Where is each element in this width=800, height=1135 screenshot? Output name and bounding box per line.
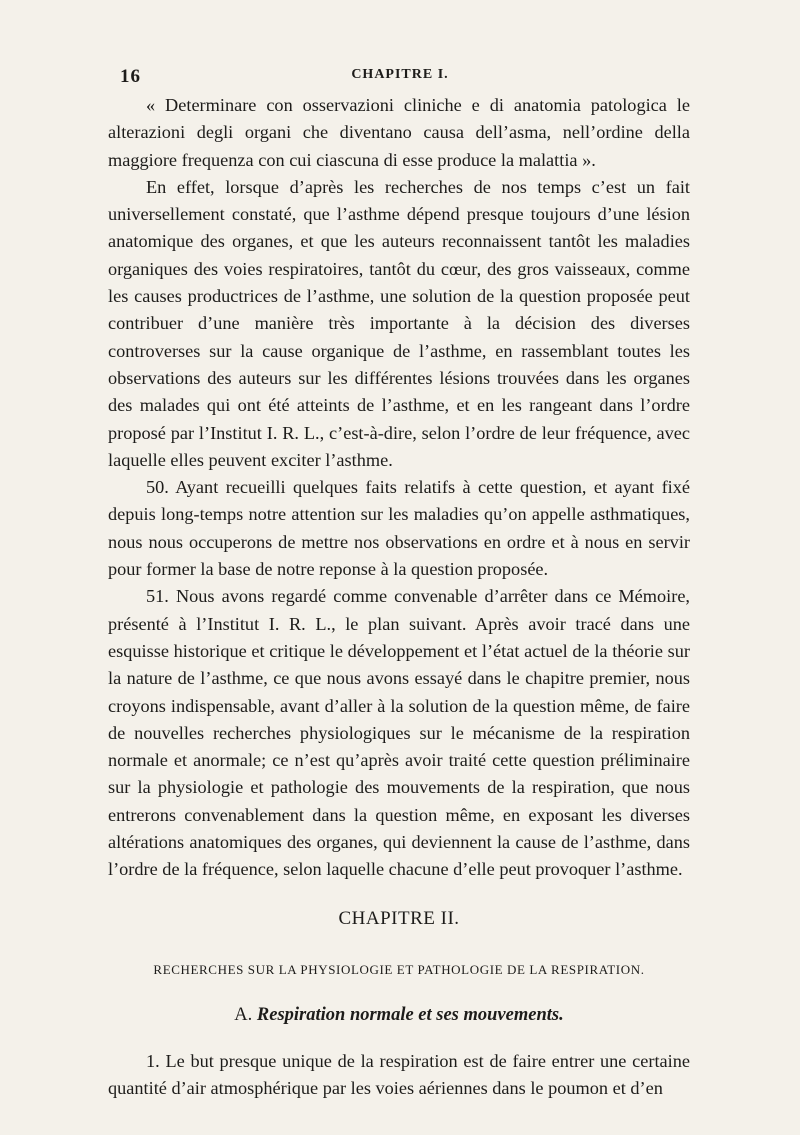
- paragraph-51: 51. Nous avons regardé comme convenable d’arrêter dans ce Mémoire, présenté à l’Institut I. R. L., le plan suivant. Après avoir tracé dans une esquisse historique et critique le développement et l’état actuel de la théorie sur la nature de l’asthme, ce que nous avons essayé dans le chapitre premier, nous croyons indispensable, avant d’aller à la solution de la question même, de faire de nouvelles recherches physiologiques sur le mécanisme de la respiration normale et anormale; ce n’est qu’après avoir traité cette question préliminaire sur la physiologie et pathologie des mouvements de la respiration, que nous entrerons convenablement dans la question même, en exposant les diverses altérations anatomiques des organes, qui deviennent la cause de l’asthme, dans l’ordre de la fréquence, selon laquelle chacune d’elle peut provoquer l’asthme.: [108, 586, 690, 880]
- page-header: [0, 66, 800, 90]
- paragraph-50: 50. Ayant recueilli quelques faits relatifs à cette question, et ayant fixé depuis long-temps notre attention sur les maladies qu’on appelle asthmatiques, nous nous occuperons de mettre nos observations en ordre et à nous en servir pour former la base de notre reponse à la question proposée.: [108, 477, 690, 580]
- paragraph-1: 1. Le but presque unique de la respiration est de faire entrer une certaine quantité d’air atmosphérique par les voies aériennes dans le poumon et d’en: [108, 1050, 690, 1098]
- paragraph-en-effet: En effet, lorsque d’après les recherches de nos temps c’est un fait universellement constaté, que l’asthme dépend presque toujours d’une lésion anatomique des organes, et que les auteurs reconnaissent tantôt les maladies organiques des voies respiratoires, tantôt du cœur, des gros vaisseaux, comme les causes productrices de l’asthme, une solution de la question proposée peut contribuer d’une manière très importante à la décision des diverses controverses sur la cause organique de l’asthme, en rassemblant toutes les observations des auteurs sur les différentes lésions trouvées dans les organes des malades qui ont été atteints de l’asthme, et en les rangeant dans l’ordre proposé par l’Institut I. R. L., c’est-à-dire, selon l’ordre de leur fréquence, avec laquelle elles peuvent exciter l’asthme.: [108, 176, 690, 470]
- section-letter: A.: [234, 1005, 253, 1026]
- running-head: CHAPITRE I.: [351, 67, 449, 82]
- chapter-subtitle: RECHERCHES SUR LA PHYSIOLOGIE ET PATHOLOGIE DE LA RESPIRATION.: [153, 961, 645, 977]
- page-number: 16: [120, 66, 141, 87]
- page-body: [108, 92, 690, 1102]
- section-title: Respiration normale et ses mouvements.: [256, 1005, 564, 1026]
- chapter-title: CHAPITRE II.: [338, 907, 460, 929]
- section-heading: [108, 1002, 690, 1029]
- paragraph-quotation: « Determinare con osservazioni cliniche e di anatomia patologica le alterazioni degli organi che diventano causa dell’asma, nell’ordine della maggiore frequenza con cui ciascuna di esse produce la malattia ».: [108, 95, 690, 170]
